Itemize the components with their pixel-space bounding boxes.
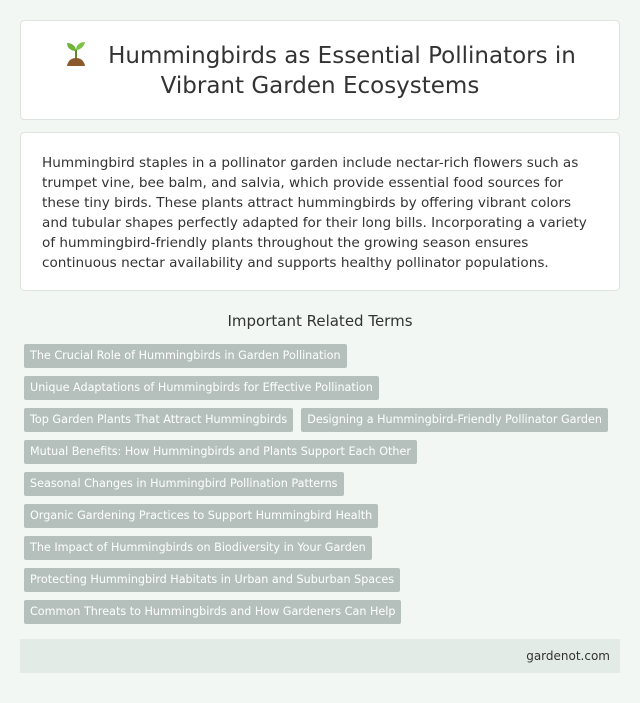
summary-card bbox=[20, 132, 620, 291]
term-row bbox=[24, 376, 624, 408]
term-tag[interactable]: The Crucial Role of Hummingbirds in Garden Pollination bbox=[24, 344, 347, 368]
term-row bbox=[24, 504, 624, 536]
term-tag[interactable]: Common Threats to Hummingbirds and How Gardeners Can Help bbox=[24, 600, 401, 624]
related-terms-list bbox=[24, 344, 624, 632]
page-title bbox=[21, 40, 619, 101]
term-tag[interactable]: Top Garden Plants That Attract Hummingbirds bbox=[24, 408, 293, 432]
term-row bbox=[24, 568, 624, 600]
term-tag[interactable]: Seasonal Changes in Hummingbird Pollination Patterns bbox=[24, 472, 344, 496]
term-tag[interactable]: The Impact of Hummingbirds on Biodiversity in Your Garden bbox=[24, 536, 372, 560]
sprout-icon bbox=[64, 40, 88, 66]
term-tag[interactable]: Mutual Benefits: How Hummingbirds and Plants Support Each Other bbox=[24, 440, 417, 464]
term-row bbox=[24, 344, 624, 376]
term-tag[interactable]: Organic Gardening Practices to Support Hummingbird Health bbox=[24, 504, 378, 528]
term-tag[interactable]: Designing a Hummingbird-Friendly Pollinator Garden bbox=[301, 408, 608, 432]
term-row bbox=[24, 600, 624, 632]
summary-text: Hummingbird staples in a pollinator garden include nectar-rich flowers such as trumpet vine, bee balm, and salvia, which provide essential food sources for these tiny birds. These plants attract hummingbirds by offering vibrant colors and tubular shapes perfectly adapted for their long bills. Incorporating a variety of hummingbird-friendly plants throughout the growing season ensures continuous nectar availability and supports healthy pollinator populations. bbox=[42, 155, 587, 272]
term-tag[interactable]: Protecting Hummingbird Habitats in Urban and Suburban Spaces bbox=[24, 568, 400, 592]
footer-site-link[interactable]: gardenot.com bbox=[526, 649, 610, 663]
page-title-text: Hummingbirds as Essential Pollinators in Vibrant Garden Ecosystems bbox=[108, 42, 576, 99]
term-row bbox=[24, 472, 624, 504]
footer bbox=[20, 639, 620, 673]
term-row bbox=[24, 536, 624, 568]
related-terms-heading: Important Related Terms bbox=[227, 312, 413, 330]
term-tag[interactable]: Unique Adaptations of Hummingbirds for Effective Pollination bbox=[24, 376, 379, 400]
term-row bbox=[24, 408, 624, 440]
term-row bbox=[24, 440, 624, 472]
title-card bbox=[20, 20, 620, 120]
